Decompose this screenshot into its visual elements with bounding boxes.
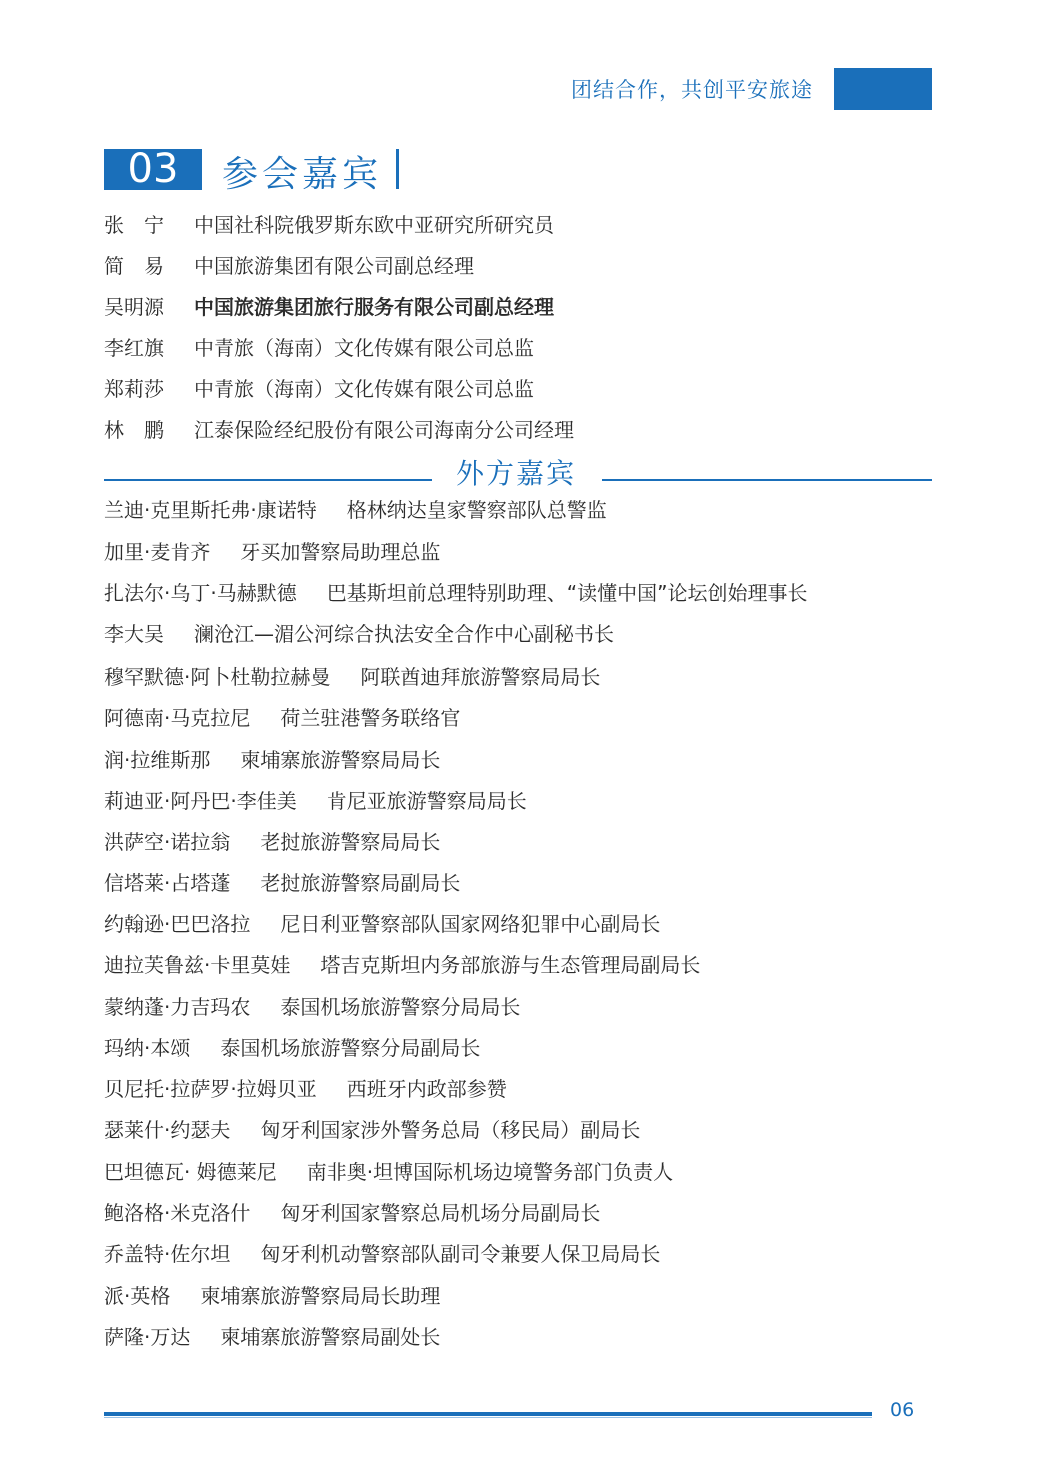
- guest-org: 江泰保险经纪股份有限公司海南分公司经理: [194, 418, 574, 442]
- guest-name: 吴明源: [104, 295, 164, 319]
- guest-org: 泰国机场旅游警察分局局长: [280, 995, 521, 1019]
- foreign-guests-heading: 外方嘉宾: [456, 457, 577, 490]
- list-item: [104, 1201, 600, 1225]
- guest-org: 牙买加警察局助理总监: [240, 540, 441, 564]
- list-item: [104, 912, 660, 936]
- guest-name: 约翰逊·巴巴洛拉: [104, 912, 251, 936]
- guest-org: 老挝旅游警察局副局长: [260, 871, 461, 895]
- guest-name: 洪萨空·诺拉翁: [104, 830, 231, 854]
- list-item: [104, 540, 440, 564]
- list-item: [104, 871, 460, 895]
- footer-rule: [104, 1412, 872, 1416]
- guest-name: 润·拉维斯那: [104, 748, 211, 772]
- guest-name: 简 易: [104, 254, 164, 278]
- guest-org: 尼日利亚警察部队国家网络犯罪中心副局长: [280, 912, 661, 936]
- guest-org: 柬埔寨旅游警察局局长: [240, 748, 441, 772]
- guest-name: 瑟莱什·约瑟夫: [104, 1118, 231, 1142]
- guest-org: 泰国机场旅游警察分局副局长: [220, 1036, 481, 1060]
- section-number: 03: [104, 149, 202, 190]
- guest-name: 贝尼托·拉萨罗·拉姆贝亚: [104, 1077, 317, 1101]
- list-item: [104, 1160, 673, 1184]
- guest-org: 老挝旅游警察局局长: [260, 830, 441, 854]
- guest-name: 萨隆·万达: [104, 1325, 191, 1349]
- list-item: [104, 295, 554, 319]
- guest-name: 加里·麦肯齐: [104, 540, 211, 564]
- list-item: [104, 377, 534, 401]
- guest-org: 匈牙利国家涉外警务总局（移民局）副局长: [260, 1118, 641, 1142]
- guest-org: 格林纳达皇家警察部队总警监: [346, 498, 607, 522]
- list-item: [104, 1077, 507, 1101]
- section-title: 参会嘉宾: [222, 154, 383, 195]
- header-slogan: 团结合作，共创平安旅途: [571, 78, 813, 102]
- list-item: [104, 418, 574, 442]
- guest-org: 中青旅（海南）文化传媒有限公司总监: [194, 377, 534, 401]
- list-item: [104, 1036, 480, 1060]
- list-item: [104, 1242, 660, 1266]
- guest-name: 郑莉莎: [104, 377, 164, 401]
- list-item: [104, 1284, 440, 1308]
- guest-org: 中国旅游集团有限公司副总经理: [194, 254, 474, 278]
- guest-org: 阿联酋迪拜旅游警察局局长: [360, 665, 601, 689]
- guest-org: 荷兰驻港警务联络官: [280, 706, 461, 730]
- guest-org: 柬埔寨旅游警察局局长助理: [200, 1284, 441, 1308]
- guest-org: 柬埔寨旅游警察局副处长: [220, 1325, 441, 1349]
- list-item: [104, 830, 440, 854]
- divider-line-right: [602, 479, 932, 481]
- guest-org: 西班牙内政部参赞: [346, 1077, 507, 1101]
- guest-name: 信塔莱·占塔蓬: [104, 871, 231, 895]
- guest-name: 林 鹏: [104, 418, 164, 442]
- list-item: [104, 622, 614, 646]
- guest-name: 李大吴: [104, 622, 164, 646]
- list-item: [104, 1118, 640, 1142]
- list-item: [104, 336, 534, 360]
- list-item: [104, 1325, 440, 1349]
- guest-name: 张 宁: [104, 213, 164, 237]
- guest-name: 派·英格: [104, 1284, 171, 1308]
- guest-name: 穆罕默德·阿卜杜勒拉赫曼: [104, 665, 331, 689]
- guest-name: 扎法尔·乌丁·马赫默德: [104, 581, 297, 605]
- guest-org: 巴基斯坦前总理特别助理、“读懂中国”论坛创始理事长: [326, 581, 808, 605]
- guest-name: 迪拉芙鲁兹·卡里莫娃: [104, 953, 291, 977]
- guest-name: 莉迪亚·阿丹巴·李佳美: [104, 789, 297, 813]
- guest-name: 玛纳·本颂: [104, 1036, 191, 1060]
- guest-name: 乔盖特·佐尔坦: [104, 1242, 231, 1266]
- guest-org: 肯尼亚旅游警察局局长: [326, 789, 527, 813]
- page-number: 06: [890, 1399, 915, 1421]
- guest-org: 南非奥·坦博国际机场边境警务部门负责人: [306, 1160, 674, 1184]
- list-item: [104, 581, 807, 605]
- list-item: [104, 995, 520, 1019]
- section-title-bar: [396, 149, 399, 189]
- list-item: [104, 789, 527, 813]
- list-item: [104, 706, 460, 730]
- list-item: [104, 213, 554, 237]
- list-item: [104, 665, 600, 689]
- footer-rule-thin: [104, 1417, 872, 1418]
- list-item: [104, 953, 700, 977]
- guest-org: 匈牙利机动警察部队副司令兼要人保卫局局长: [260, 1242, 661, 1266]
- list-item: [104, 748, 440, 772]
- guest-name: 李红旗: [104, 336, 164, 360]
- guest-org: 塔吉克斯坦内务部旅游与生态管理局副局长: [320, 953, 701, 977]
- guest-org: 澜沧江—湄公河综合执法安全合作中心副秘书长: [194, 622, 614, 646]
- guest-org: 中国旅游集团旅行服务有限公司副总经理: [194, 295, 554, 319]
- header-accent-block: [834, 68, 932, 110]
- guest-name: 阿德南·马克拉尼: [104, 706, 251, 730]
- guest-org: 匈牙利国家警察总局机场分局副局长: [280, 1201, 601, 1225]
- list-item: [104, 254, 474, 278]
- guest-name: 鲍洛格·米克洛什: [104, 1201, 251, 1225]
- guest-org: 中国社科院俄罗斯东欧中亚研究所研究员: [194, 213, 554, 237]
- guest-org: 中青旅（海南）文化传媒有限公司总监: [194, 336, 534, 360]
- guest-name: 巴坦德瓦· 姆德莱尼: [104, 1160, 277, 1184]
- guest-name: 兰迪·克里斯托弗·康诺特: [104, 498, 317, 522]
- list-item: [104, 498, 607, 522]
- guest-name: 蒙纳蓬·力吉玛农: [104, 995, 251, 1019]
- divider-line-left: [104, 479, 432, 481]
